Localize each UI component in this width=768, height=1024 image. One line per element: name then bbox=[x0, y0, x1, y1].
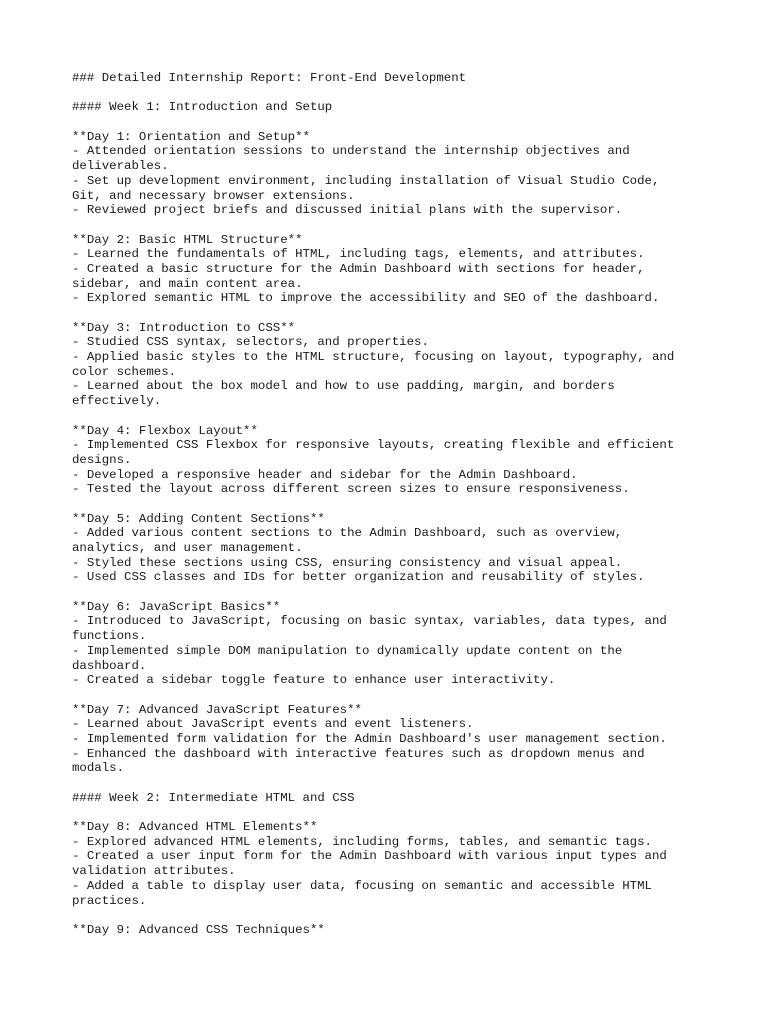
bullet-line: - Added a table to display user data, focusing on semantic and accessible HTML bbox=[72, 878, 652, 893]
text-line: designs. bbox=[72, 452, 132, 467]
week-heading: #### Week 1: Introduction and Setup bbox=[72, 100, 333, 115]
bullet-line: - Tested the layout across different screen sizes to ensure responsiveness. bbox=[72, 482, 630, 497]
bullet-line: - Learned the fundamentals of HTML, including tags, elements, and attributes. bbox=[72, 247, 645, 262]
text-line: dashboard. bbox=[72, 658, 147, 673]
bullet-line: - Attended orientation sessions to understand the internship objectives and bbox=[72, 144, 630, 159]
text-line: color schemes. bbox=[72, 364, 177, 379]
day-heading: **Day 9: Advanced CSS Techniques** bbox=[72, 922, 325, 937]
text-line: Git, and necessary browser extensions. bbox=[72, 188, 355, 203]
blank-line bbox=[72, 86, 712, 101]
text-line: validation attributes. bbox=[72, 864, 236, 879]
text-line: modals. bbox=[72, 761, 125, 776]
bullet-line: - Explored advanced HTML elements, including forms, tables, and semantic tags. bbox=[72, 834, 652, 849]
day-heading: **Day 5: Adding Content Sections** bbox=[72, 511, 325, 526]
bullet-line: - Created a sidebar toggle feature to enhance user interactivity. bbox=[72, 673, 556, 688]
report-title: ### Detailed Internship Report: Front-End Development bbox=[72, 71, 467, 85]
text-line: sidebar, and main content area. bbox=[72, 276, 303, 291]
blank-line bbox=[72, 218, 712, 233]
text-line: functions. bbox=[72, 629, 147, 644]
bullet-line: - Learned about JavaScript events and event listeners. bbox=[72, 717, 474, 732]
text-line: analytics, and user management. bbox=[72, 541, 303, 555]
day-heading: **Day 2: Basic HTML Structure** bbox=[72, 232, 303, 247]
bullet-line: - Reviewed project briefs and discussed initial plans with the supervisor. bbox=[72, 203, 623, 218]
blank-line bbox=[72, 115, 712, 130]
week-heading: #### Week 2: Intermediate HTML and CSS bbox=[72, 790, 355, 805]
bullet-line: - Learned about the box model and how to use padding, margin, and borders bbox=[72, 379, 615, 394]
bullet-line: - Created a user input form for the Admin Dashboard with various input types and bbox=[72, 849, 667, 864]
bullet-line: - Enhanced the dashboard with interactive features such as dropdown menus and bbox=[72, 746, 645, 761]
bullet-line: - Applied basic styles to the HTML structure, focusing on layout, typography, and bbox=[72, 350, 675, 365]
bullet-line: - Implemented simple DOM manipulation to dynamically update content on the bbox=[72, 643, 623, 658]
day-heading: **Day 3: Introduction to CSS** bbox=[72, 320, 296, 335]
text-line: effectively. bbox=[72, 394, 162, 409]
blank-line bbox=[72, 805, 712, 820]
document-body bbox=[72, 71, 712, 938]
bullet-line: - Studied CSS syntax, selectors, and properties. bbox=[72, 335, 429, 350]
blank-line bbox=[72, 688, 712, 703]
text-line: practices. bbox=[72, 893, 147, 908]
blank-line bbox=[72, 306, 712, 321]
bullet-line: - Developed a responsive header and sidebar for the Admin Dashboard. bbox=[72, 467, 578, 482]
day-heading: **Day 4: Flexbox Layout** bbox=[72, 423, 258, 438]
bullet-line: - Added various content sections to the Admin Dashboard, such as overview, bbox=[72, 526, 623, 541]
day-heading: **Day 1: Orientation and Setup** bbox=[72, 129, 310, 144]
day-heading: **Day 7: Advanced JavaScript Features** bbox=[72, 702, 362, 717]
bullet-line: - Explored semantic HTML to improve the accessibility and SEO of the dashboard. bbox=[72, 291, 660, 306]
day-heading: **Day 8: Advanced HTML Elements** bbox=[72, 820, 318, 835]
bullet-line: - Implemented form validation for the Admin Dashboard's user management section. bbox=[72, 731, 667, 746]
blank-line bbox=[72, 497, 712, 512]
bullet-line: - Introduced to JavaScript, focusing on basic syntax, variables, data types, and bbox=[72, 614, 667, 629]
bullet-line: - Set up development environment, including installation of Visual Studio Code, bbox=[72, 173, 660, 188]
bullet-line: - Used CSS classes and IDs for better organization and reusability of styles. bbox=[72, 570, 645, 585]
blank-line bbox=[72, 585, 712, 600]
blank-line bbox=[72, 409, 712, 424]
bullet-line: - Styled these sections using CSS, ensuring consistency and visual appeal. bbox=[72, 555, 623, 570]
text-line: deliverables. bbox=[72, 159, 169, 174]
blank-line bbox=[72, 776, 712, 791]
blank-line bbox=[72, 908, 712, 923]
bullet-line: - Created a basic structure for the Admin Dashboard with sections for header, bbox=[72, 261, 645, 276]
bullet-line: - Implemented CSS Flexbox for responsive layouts, creating flexible and efficient bbox=[72, 438, 675, 453]
day-heading: **Day 6: JavaScript Basics** bbox=[72, 599, 281, 614]
